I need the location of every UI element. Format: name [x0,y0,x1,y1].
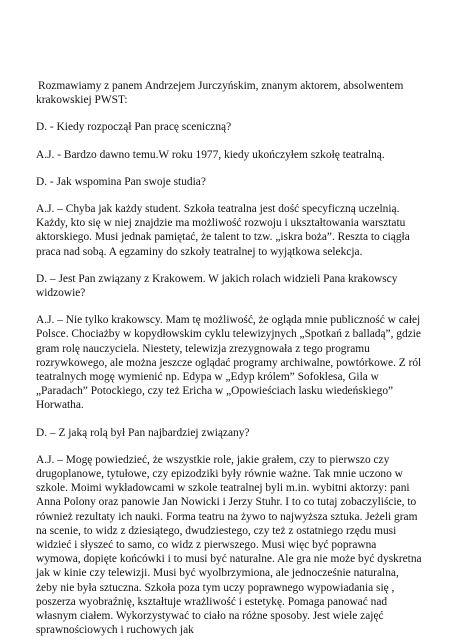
answer-paragraph: A.J. - Bardzo dawno temu.W roku 1977, kiedy ukończyłem szkołę teatralną. [36,148,385,161]
answer-paragraph: A.J. – Nie tylko krakowscy. Mam tę możliwość, że ogląda mnie publiczność w całej Polsce. Chociażby w kopydłowskim cyklu telewizyjnych „Spotkań z balladą”, gdzie gram rolę nauczyciela. Niestety, telewizja zrezygnowała z tego programu rozrywkowego, ale można jeszcze oglądać programy archiwalne, powtórkowe. Z ról teatralnych mogę wymienić np. Edypa w „Edyp królem” Sofoklesa, Gila w „Paradach” Potockiego, czy też Ericha w „Opowieściach lasku wiedeńskiego” Horwatha. [36,314,422,412]
intro-paragraph: Rozmawiamy z panem Andrzejem Jurczyńskim, znanym aktorem, absolwentem krakowskiej PWST: [36,80,404,107]
question-paragraph: D. – Jest Pan związany z Krakowem. W jakich rolach widzieli Pana krakowscy widzowie? [36,272,398,300]
answer-paragraph: A.J. – Chyba jak każdy student. Szkoła teatralna jest dość specyficzną uczelnią. Każdy, kto się w niej znajdzie ma możliwość rozwoju i ukształtowania warsztatu aktorskiego. Musi jednak pamiętać, że talent to tzw. „iskra boża”. Reszta to ciągła praca nad sobą. A egzaminy do szkoły teatralnej to wyjątkowa selekcja. [36,203,410,258]
question-paragraph: D. – Z jaką rolą był Pan najbardziej związany? [36,426,250,439]
question-paragraph: D. - Jak wspomina Pan swoje studia? [36,175,206,188]
answer-paragraph: A.J. – Mogę powiedzieć, że wszystkie role, jakie grałem, czy to pierwszo czy drugoplanowe, tytułowe, czy epizodziki były równie ważne. Tak mnie uczono w szkole. Moimi wykładowcami w szkole teatralnej byli m.in. wybitni aktorzy: pani Anna Polony oraz panowie Jan Nowicki i Jerzy Stuhr. I to co tutaj zobaczyliście, to również rezultaty ich nauki. Forma teatru na żywo to najwyższa sztuka. Jeżeli gram na scenie, to widz z dziesiątego, dwudziestego, czy też z ostatniego rzędu musi widzieć i słyszeć to samo, co widz z pierwszego. Musi więc być poprawna wymowa, dopięte końcówki i to musi być naturalne. Ale gra nie może być dyskretna jak w kinie czy telewizji. Musi być wyolbrzymiona, ale jednocześnie naturalna, żeby nie była sztuczna. Szkoła poza tym uczy poprawnego wypowiadania się , poszerza wyobraźnię, kształtuje wrażliwość i estetykę. Pomaga panować nad własnym ciałem. Wykorzystywać to ciało na różne sposoby. Jest wiele zajęć sprawnościowych i ruchowych jak [36,453,422,637]
question-paragraph: D. - Kiedy rozpoczął Pan pracę sceniczną? [36,121,232,134]
